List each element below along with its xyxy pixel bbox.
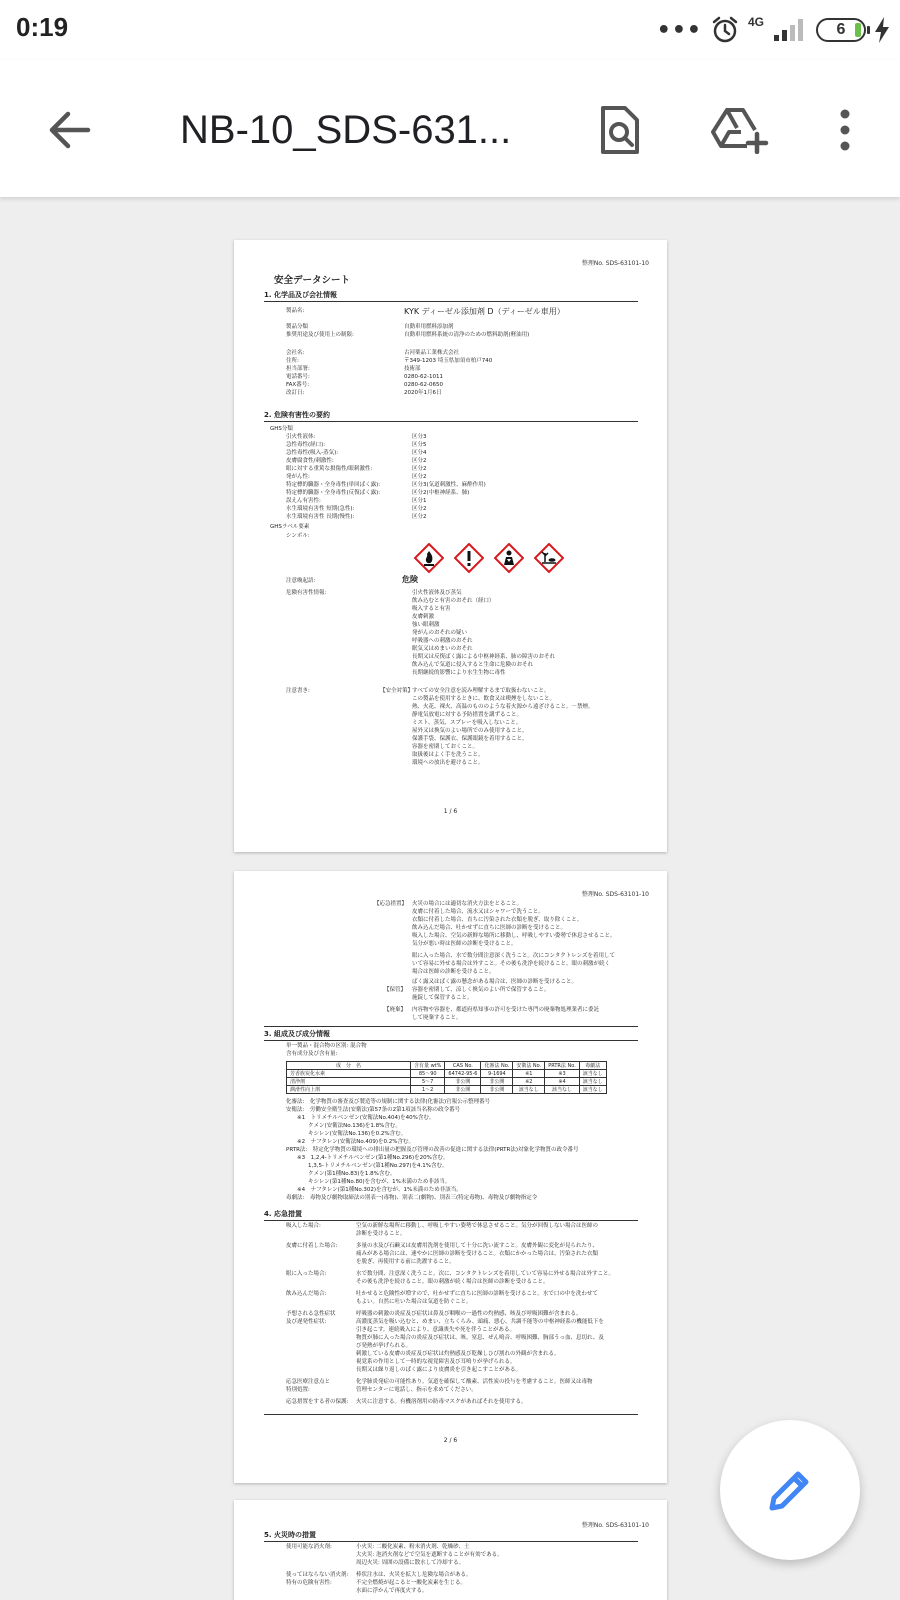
table-cell: 該当なし — [579, 1078, 606, 1086]
first-aid-text: 火災に注意する。有機溶剤用の防毒マスクがあればそれを使用する。 — [356, 1399, 527, 1405]
table-cell: 1～2 — [411, 1086, 445, 1094]
precaution-statement: この製品を使用するときに、飲食又は喫煙をしないこと。 — [412, 696, 556, 702]
first-aid-line: 皮膚に付着した場合、流水又はシャワーで洗うこと。 — [412, 909, 544, 915]
composition-note: キシレン(安衛法No.136)を0.2%含む。 — [286, 1131, 407, 1137]
table-cell: ※2 — [513, 1078, 545, 1086]
fire-text: 棒状注水は、火災を拡大し危険な場合がある。 — [356, 1572, 472, 1578]
table-row — [287, 1086, 607, 1094]
status-time: 0:19 — [16, 12, 69, 42]
composition-note: ※1 トリメチルベンゼン(安衛法No.404)を40%含む。 — [286, 1115, 435, 1121]
exposure-line: ばく露又はばく露の懸念がある場合は、医師の診断を受けること。 — [412, 979, 578, 985]
table-header-cell: PRTR法 No. — [545, 1062, 580, 1070]
disposal-line: して廃棄すること。 — [412, 1015, 462, 1021]
composition-note: ※3 1,2,4-トリメチルベンゼン(第1種No.296)を20%含む。 — [286, 1155, 449, 1161]
hazard-statement: 強い眼刺激 — [412, 622, 440, 628]
first-aid-label: 及び遅発性症状: — [286, 1319, 327, 1325]
flame-pictogram-icon — [414, 543, 444, 573]
table-cell: 85～90 — [411, 1070, 445, 1078]
field-label: 住所: — [286, 358, 299, 364]
composition-note: ※2 ナフタレン(安衛法No.409)を0.2%含む。 — [286, 1139, 414, 1145]
ghs-label: 急性毒性(吸入-蒸気): — [286, 450, 339, 456]
symbol-label: シンボル: — [286, 533, 310, 539]
first-aid-text: もよい。自然に吐いた場合は気道を防ぐこと。 — [356, 1299, 472, 1305]
page-number: 2 / 6 — [443, 1437, 458, 1444]
field-label: 推奨用途及び使用上の制限: — [286, 332, 354, 338]
table-cell: 9-1694 — [481, 1070, 513, 1078]
table-cell: 5～7 — [411, 1078, 445, 1086]
first-aid-text: その後も洗浄を続けること。眼の刺激が続く場合は医師の診断を受けること。 — [356, 1279, 549, 1285]
exclamation-pictogram-icon — [454, 543, 484, 573]
section-heading: 3. 組成及び成分情報 — [264, 1029, 638, 1041]
ghs-value: 区分4 — [412, 450, 427, 456]
hazard-statement: 飲み込んで気道に侵入すると生命に危険のおそれ — [412, 662, 534, 668]
page-ref: 整理No. SDS-63101-10 — [581, 1522, 649, 1529]
table-header-cell: 安衛法 No. — [513, 1062, 545, 1070]
fire-text: 大火災: 泡消火剤などで空気を遮断することが有効である。 — [356, 1552, 503, 1558]
page-ref: 整理No. SDS-63101-10 — [581, 891, 649, 898]
eye-line: いて容易に外せる場合は外すこと。その後も洗浄を続けること。眼の刺激が続く — [412, 961, 611, 967]
hazard-statement: 長期継続的影響により水生生物に毒性 — [412, 670, 506, 676]
first-aid-label: 予想される急性症状 — [286, 1311, 336, 1317]
pdf-page-3[interactable] — [234, 1500, 667, 1600]
first-aid-label: 特別処置: — [286, 1387, 310, 1393]
precaution-statement: 取扱後はよく手を洗うこと。 — [412, 752, 484, 758]
table-cell: 非公開 — [445, 1078, 481, 1086]
composition-table — [286, 1061, 607, 1094]
ghs-label-heading: GHSラベル要素 — [270, 524, 310, 530]
ghs-value: 区分2 — [412, 514, 427, 520]
fire-label: 使用可能な消火剤: — [286, 1544, 332, 1550]
first-aid-label: 眼に入った場合: — [286, 1271, 327, 1277]
hazard-statement: 長期又は反復ばく露による中枢神経系、肺の障害のおそれ — [412, 654, 556, 660]
first-aid-text: 多量の水及び石鹸又は皮膚用洗剤を使用して十分に洗い流すこと。皮膚外観に変化が見られたり、 — [356, 1243, 599, 1249]
battery-icon — [816, 18, 866, 42]
table-cell: ※4 — [545, 1078, 580, 1086]
first-aid-text: 吐かせると危険性が増すので、吐かせずに直ちに医師の診断を受けること。水で口の中を洗わせて — [356, 1291, 598, 1297]
composition-note: 化審法: 化学物質の審査及び製造等の規制に関する法律(化審法)官報公示整理番号 — [286, 1099, 491, 1105]
table-row — [287, 1070, 607, 1078]
first-aid-label: 応急措置をする者の保護: — [286, 1399, 349, 1405]
storage-line: 容器を密閉して、涼しく換気のよい所で保管すること。 — [412, 987, 550, 993]
disposal-tag: 【廃棄】 — [384, 1007, 407, 1013]
safety-tag: 【安全対策】 — [380, 688, 414, 694]
first-aid-text: 物質が肺に入った場合の炎症及び症状は、咳、窒息、ぜん鳴音、呼吸困難、胸部うっ血、息切れ、及 — [356, 1335, 604, 1341]
fire-text: 周辺火災: 周囲の設備に散水して冷却する。 — [356, 1560, 465, 1566]
pdf-page-1[interactable] — [234, 240, 667, 852]
table-row — [287, 1078, 607, 1086]
ghs-value: 区分1 — [412, 498, 427, 504]
field-label: 担当部署: — [286, 366, 310, 372]
first-aid-text: 空気の新鮮な場所に移動し、呼吸しやすい姿勢で休息させること。気分が回復しない場合は医師の — [356, 1223, 599, 1229]
table-header-row — [287, 1062, 607, 1070]
add-to-drive-button[interactable] — [705, 98, 775, 162]
fire-label: 特有の危険有害性: — [286, 1580, 332, 1586]
section-heading: 4. 応急措置 — [264, 1209, 638, 1221]
ghs-class-label: GHS分類 — [270, 426, 293, 432]
mixture-line: 単一製品・混合物の区別: 混合物 — [286, 1043, 367, 1049]
add-to-drive-icon — [711, 106, 769, 154]
composition-note: 毒劇法: 毒物及び劇物取締法の別表一(毒物)、別表二(劇物)、別表三(特定毒物)、毒物及び劇物指定令 — [286, 1195, 538, 1201]
first-aid-label: 応急医療注意点と — [286, 1379, 331, 1385]
field-label: 会社名: — [286, 350, 305, 356]
first-aid-text: 長期又は繰り返しのばく露により皮膚炎を引き起こすことがある。 — [356, 1367, 522, 1373]
signal-icon — [772, 17, 808, 43]
product-name: KYK ディーゼル添加剤 D（ディーゼル車用） — [404, 307, 565, 316]
first-aid-text: 管理センターに電話し、指示を求めてください。 — [356, 1387, 477, 1393]
precaution-statement: 環境への放出を避けること。 — [412, 760, 484, 766]
first-aid-line: 飲み込んだ場合、吐かせずに直ちに医師の診断を受けること。 — [412, 925, 567, 931]
first-aid-tag: 【応急措置】 — [374, 901, 408, 907]
first-aid-text: 引き起こす。連続吸入により、意識喪失や死を伴うことがある。 — [356, 1327, 516, 1333]
table-cell: ※1 — [513, 1070, 545, 1078]
hazard-statement: 発がんのおそれの疑い — [412, 630, 468, 636]
battery-level: 6 — [836, 21, 846, 38]
ghs-label: 皮膚腐食性/刺激性: — [286, 458, 334, 464]
ghs-label: 眼に対する重篤な損傷性/眼刺激性: — [286, 466, 373, 472]
ghs-value: 区分3 — [412, 434, 427, 440]
document-title: NB-10_SDS-631... — [180, 108, 512, 152]
precaution-label: 注意書き: — [286, 688, 310, 694]
find-in-page-icon — [599, 104, 641, 156]
ghs-label: 急性毒性(経口): — [286, 442, 326, 448]
precaution-statement: すべての安全注意を読み理解するまで取扱わないこと。 — [412, 688, 550, 694]
eye-line: 場合は医師の診断を受けること。 — [412, 969, 495, 975]
page-ref: 整理No. SDS-63101-10 — [581, 260, 649, 267]
ghs-value: 区分2 — [412, 458, 427, 464]
composition-note: クメン(安衛法No.136)を1.8%含む。 — [286, 1123, 401, 1129]
field-value: 自動車用燃料系統の清浄のための燃料助剤(軽油用) — [404, 332, 530, 338]
precaution-statement: 屋外又は換気のよい場所でのみ使用すること。 — [412, 728, 528, 734]
first-aid-line: 吸入した場合、空気の新鮮な場所に移動し、呼吸しやすい姿勢で休息させること。 — [412, 933, 616, 939]
storage-tag: 【保管】 — [384, 987, 407, 993]
ghs-value: 区分2 — [412, 506, 427, 512]
first-aid-label: 皮膚に付着した場合: — [286, 1243, 338, 1249]
ghs-label: 水生環境有害性 長期(慢性): — [286, 514, 355, 520]
eye-line: 眼に入った場合、水で数分間注意深く洗うこと。次にコンタクトレンズを着用して — [412, 953, 615, 959]
ghs-value: 区分2 — [412, 474, 427, 480]
table-cell: 非公開 — [445, 1086, 481, 1094]
health-hazard-pictogram-icon — [494, 543, 524, 573]
table-header-cell: 含有量 wt% — [411, 1062, 445, 1070]
composition-note: 1,3,5-トリメチルベンゼン(第1種No.297)を4.1%含む。 — [286, 1163, 448, 1169]
app-bar — [0, 60, 900, 197]
field-value: 0280-62-1011 — [404, 374, 443, 380]
status-bar — [0, 0, 900, 60]
first-aid-text: び発熱が挙げられる。 — [356, 1343, 412, 1349]
find-in-page-button[interactable] — [590, 98, 650, 162]
first-aid-text: 痛みがある場合には、速やかに医師の診断を受けること。衣類にかかった場合は、汚染された衣類 — [356, 1251, 599, 1257]
composition-note: クメン(第1種No.83)を1.8%含む。 — [286, 1171, 396, 1177]
hazard-label: 危険有害性情報: — [286, 590, 327, 596]
hazard-statement: 吸入すると有害 — [412, 606, 451, 612]
precaution-statement: 静電気放電に対する予防措置を講ずること。 — [412, 712, 523, 718]
environment-pictogram-icon — [534, 543, 564, 573]
fire-text: 水面に浮かんで再度火する。 — [356, 1588, 428, 1594]
table-cell: 64742-95-6 — [445, 1070, 481, 1078]
field-label: 製品分類 — [286, 324, 309, 330]
table-cell: 該当なし — [579, 1070, 606, 1078]
arrow-back-icon — [48, 110, 92, 150]
back-button[interactable] — [40, 100, 100, 160]
ghs-value: 区分5 — [412, 442, 427, 448]
sheet-title: 安全データシート — [274, 275, 351, 286]
fire-text: 小火災: 二酸化炭素、粉末消火剤、乾燥砂、土 — [356, 1544, 470, 1550]
ghs-label: 誤えん有害性: — [286, 498, 321, 504]
precaution-statement: 保護手袋、保護衣、保護眼鏡を着用すること。 — [412, 736, 528, 742]
pdf-page-2[interactable] — [234, 871, 667, 1483]
precaution-statement: ミスト、蒸気、スプレーを吸入しないこと。 — [412, 720, 522, 726]
battery-charge-fill — [855, 23, 861, 37]
section-divider — [264, 1026, 638, 1027]
table-cell: 該当なし — [579, 1086, 606, 1094]
ghs-label: 特定標的臓器・全身毒性(単回ばく露): — [286, 482, 381, 488]
ghs-label: 水生環境有害性 短期(急性): — [286, 506, 355, 512]
section-heading: 2. 危険有害性の要約 — [264, 410, 638, 422]
hazard-statement: 皮膚刺激 — [412, 614, 435, 620]
field-value: 〒349-1203 埼玉県加須市柏戸740 — [404, 358, 493, 364]
first-aid-label: 吸入した場合: — [286, 1223, 321, 1229]
hazard-statement: 飲み込むと有害のおそれ（経口） — [412, 598, 495, 604]
storage-line: 施錠して保管すること。 — [412, 995, 473, 1001]
composition-note: ※4 ナフタレン(第1種No.302)を含むが、1%未満のため非該当。 — [286, 1187, 462, 1193]
table-cell: 清浄剤 — [287, 1078, 411, 1086]
first-aid-text: 水で数分間、注意深く洗うこと。次に、コンタクトレンズを着用していて容易に外せる場合は外すこと。 — [356, 1271, 614, 1277]
table-cell: 非公開 — [481, 1086, 513, 1094]
hazard-statement: 引火性液体及び蒸気 — [412, 590, 462, 596]
field-label: FAX番号: — [286, 382, 310, 388]
field-value: 技術部 — [404, 366, 421, 372]
more-vert-icon — [838, 108, 852, 152]
field-value: 古河薬品工業株式会社 — [404, 350, 460, 356]
signal-word: 危険 — [402, 575, 418, 584]
table-header-cell: CAS No. — [445, 1062, 481, 1070]
field-label: 電話番号: — [286, 374, 310, 380]
first-aid-label: 飲み込んだ場合: — [286, 1291, 327, 1297]
field-value: 0280-62-0650 — [404, 382, 443, 388]
first-aid-line: 気分が悪い時は医師の診断を受けること。 — [412, 941, 517, 947]
section-heading: 5. 火災時の措置 — [264, 1530, 638, 1542]
table-cell: 該当なし — [513, 1086, 545, 1094]
edit-pencil-icon — [764, 1464, 816, 1516]
table-cell: 芳香族炭化水素 — [287, 1070, 411, 1078]
first-aid-line: 衣類に付着した場合、直ちに汚染された衣類を脱ぎ、取り除くこと。 — [412, 917, 583, 923]
field-value: 自動車用燃料添加剤 — [404, 324, 454, 330]
ghs-pictograms — [414, 543, 564, 573]
disposal-line: 内容物や容器を、都道府県知事の許可を受けた専門の廃棄物処理業者に委託 — [412, 1007, 600, 1013]
ghs-value: 区分3(気道刺激性、麻酔作用) — [412, 482, 486, 488]
ghs-value: 区分2 — [412, 466, 427, 472]
precaution-statement: 熱、火花、裸火、高温のもののような着火源から遠ざけること。－禁煙。 — [412, 704, 594, 710]
field-label: 製品名: — [286, 308, 305, 314]
first-aid-text: 視覚系の作用として一時的な視覚障害及び耳鳴りが挙げられる。 — [356, 1359, 516, 1365]
first-aid-text: 刺激している皮膚の炎症及び症状は灼熱感及び乾燥しひび割れの外観が含まれる。 — [356, 1351, 560, 1357]
fire-label: 使ってはならない消火剤: — [286, 1572, 349, 1578]
status-icons — [657, 10, 890, 50]
edit-fab-button[interactable] — [720, 1420, 860, 1560]
composition-note: PRTR法: 特定化学物質の環境への排出量の把握及び管理の改善の促進に関する法律(PRTR法)対象化学物質の政令番号 — [286, 1147, 579, 1153]
first-aid-line: 火災の場合には適切な消火方法をとること。 — [412, 901, 523, 907]
hazard-statement: 呼吸器への刺激のおそれ — [412, 638, 473, 644]
ghs-label: 特定標的臓器・全身毒性(反復ばく露): — [286, 490, 381, 496]
table-header-cell: 毒劇法 — [579, 1062, 606, 1070]
first-aid-text: 化学肺炎発症の可能性あり。気道を確保して酸素、活性炭の投与を考慮すること。医師又は毒物 — [356, 1379, 593, 1385]
table-cell: 潤滑性向上剤 — [287, 1086, 411, 1094]
table-header-cell: 成 分 名 — [287, 1062, 411, 1070]
precaution-statement: 容器を密閉しておくこと。 — [412, 744, 479, 750]
alarm-icon — [710, 15, 740, 45]
signal-label: 注意喚起語: — [286, 578, 316, 584]
composition-note: 安衛法: 労働安全衛生法(安衛法)第57条の2第1項該当名称の政令番号 — [286, 1107, 461, 1113]
component-label: 含有成分及び含有量: — [286, 1051, 338, 1057]
fire-text: 不完全燃焼が起こると一酸化炭素を生じる。 — [356, 1580, 467, 1586]
field-label: 改訂日: — [286, 390, 305, 396]
table-header-cell: 化審法 No. — [481, 1062, 513, 1070]
section-heading: 1. 化学品及び会社情報 — [264, 290, 638, 302]
section-divider — [264, 1414, 638, 1415]
table-cell: 非公開 — [481, 1078, 513, 1086]
more-options-button[interactable] — [820, 98, 870, 162]
first-aid-text: を脱ぎ、再使用する前に洗濯すること。 — [356, 1259, 455, 1265]
first-aid-text: 高濃度蒸気を吸い込むと、めまい、立ちくらみ、頭痛、悪心、共調不能等の中枢神経系の機能低下を — [356, 1319, 604, 1325]
composition-note: キシレン(第1種No.80)を含むが、1%未満のため非該当。 — [286, 1179, 451, 1185]
hazard-statement: 眠気又はめまいのおそれ — [412, 646, 473, 652]
charging-bolt-icon — [874, 16, 890, 44]
ghs-label: 発がん性: — [286, 474, 310, 480]
page-number: 1 / 6 — [443, 808, 458, 815]
table-cell: 該当なし — [545, 1086, 580, 1094]
table-cell: ※3 — [545, 1070, 580, 1078]
network-type: 4G — [747, 15, 764, 29]
first-aid-text: 診断を受けること。 — [356, 1231, 406, 1237]
first-aid-text: 呼吸器の刺激の炎症及び症状は鼻及び咽喉の一過性の灼熱感、咳及び呼吸困難が含まれる。 — [356, 1311, 582, 1317]
ghs-value: 区分2(中枢神経系、肺) — [412, 490, 470, 496]
ghs-label: 引火性液体: — [286, 434, 316, 440]
more-notifications-icon: ••• — [656, 17, 702, 43]
field-value: 2020年1月6日 — [404, 390, 442, 396]
